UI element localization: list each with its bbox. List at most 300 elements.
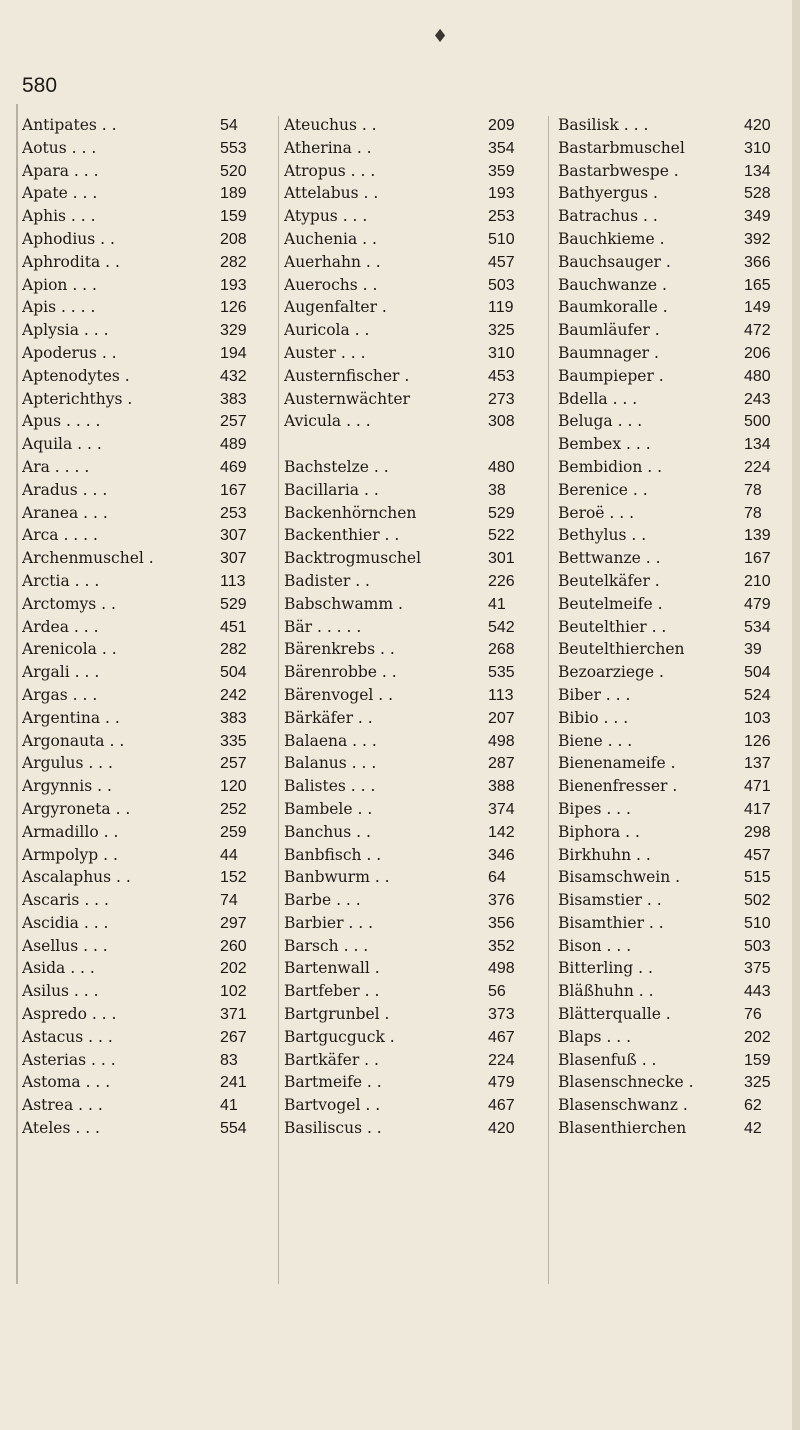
entry-name: Austernwächter (284, 389, 410, 408)
index-entry (558, 980, 784, 1003)
entry-name: Apion . . . (22, 275, 97, 294)
index-entry (22, 935, 270, 958)
index-entry (22, 821, 270, 844)
entry-name: Bathyergus . (558, 184, 658, 203)
entry-name: Baumpieper . (558, 366, 664, 385)
index-entry (284, 752, 538, 775)
entry-name: Bachstelze . . (284, 457, 389, 476)
entry-page: 268 (488, 641, 515, 659)
ink-mark: ♦ (432, 26, 449, 47)
index-entry (22, 296, 270, 319)
index-entry (284, 433, 538, 456)
entry-page: 78 (744, 504, 762, 522)
index-entry (558, 752, 784, 775)
index-entry (22, 798, 270, 821)
entry-page: 64 (488, 869, 506, 887)
entry-page: 503 (744, 937, 771, 955)
entry-name: Berenice . . (558, 480, 648, 499)
entry-name: Barsch . . . (284, 936, 369, 955)
index-entry (558, 957, 784, 980)
index-entry (22, 889, 270, 912)
index-entry (22, 342, 270, 365)
entry-name: Aranea . . . (22, 503, 108, 522)
entry-name: Baumkoralle . (558, 298, 668, 317)
entry-name: Babschwamm . (284, 594, 403, 613)
entry-page: 74 (220, 892, 238, 910)
entry-page: 224 (488, 1051, 515, 1069)
entry-name: Birkhuhn . . (558, 845, 651, 864)
entry-name: Bauchwanze . (558, 275, 667, 294)
entry-name: Asida . . . (22, 959, 95, 978)
entry-name: Bipes . . . (558, 799, 631, 818)
index-entry (558, 912, 784, 935)
entry-page: 207 (488, 709, 515, 727)
entry-name: Bär . . . . . (284, 617, 362, 636)
entry-name: Avicula . . . (284, 412, 371, 431)
entry-page: 119 (488, 299, 514, 317)
entry-page: 253 (488, 208, 515, 226)
entry-name: Blätterqualle . (558, 1005, 671, 1024)
entry-page: 44 (220, 846, 238, 864)
entry-page: 420 (488, 1120, 515, 1138)
entry-name: Aphrodita . . (22, 252, 120, 271)
entry-page: 137 (744, 755, 771, 773)
entry-page: 159 (220, 208, 247, 226)
index-entry (558, 182, 784, 205)
index-entry (22, 1003, 270, 1026)
index-column-2 (284, 114, 538, 1140)
entry-page: 134 (744, 436, 771, 454)
entry-name: Bisamstier . . (558, 891, 662, 910)
entry-page: 56 (488, 983, 506, 1001)
entry-page: 480 (744, 367, 771, 385)
index-entry (284, 547, 538, 570)
entry-name: Apara . . . (22, 161, 99, 180)
entry-name: Biene . . . (558, 731, 633, 750)
entry-name: Asilus . . . (22, 982, 99, 1001)
entry-name: Astacus . . . (22, 1027, 113, 1046)
entry-page: 457 (744, 846, 771, 864)
entry-page: 152 (220, 869, 247, 887)
index-entry (558, 638, 784, 661)
entry-page: 165 (744, 276, 771, 294)
page-number: 580 (22, 74, 58, 97)
entry-name: Beutelmeife . (558, 594, 663, 613)
entry-name: Apis . . . . (22, 298, 96, 317)
index-entry (22, 205, 270, 228)
index-entry (284, 502, 538, 525)
index-entry (558, 502, 784, 525)
index-entry (22, 251, 270, 274)
entry-page: 120 (220, 778, 247, 796)
entry-name: Antipates . . (22, 116, 117, 134)
index-entry (558, 616, 784, 639)
entry-page: 325 (488, 322, 515, 340)
entry-name: Bartfeber . . (284, 982, 380, 1001)
index-entry (22, 410, 270, 433)
entry-page: 39 (744, 641, 762, 659)
entry-page: 242 (220, 686, 247, 704)
binding-edge (16, 104, 18, 1284)
index-entry (558, 433, 784, 456)
entry-name: Auster . . . (284, 343, 366, 362)
index-entry (284, 844, 538, 867)
entry-page: 243 (744, 390, 771, 408)
entry-page: 522 (488, 527, 515, 545)
entry-name: Biphora . . (558, 822, 640, 841)
entry-page: 352 (488, 937, 515, 955)
entry-page: 103 (744, 709, 771, 727)
entry-page: 126 (220, 299, 247, 317)
entry-page: 498 (488, 960, 515, 978)
entry-name: Beutelthierchen (558, 640, 685, 659)
entry-page: 298 (744, 823, 771, 841)
index-entry (22, 479, 270, 502)
index-entry (558, 1094, 784, 1117)
page-edge (792, 0, 800, 1430)
index-entry (22, 319, 270, 342)
entry-name: Apoderus . . (22, 343, 117, 362)
entry-name: Atropus . . . (284, 161, 376, 180)
entry-page: 335 (220, 732, 247, 750)
index-entry (284, 205, 538, 228)
entry-page: 520 (220, 162, 247, 180)
index-entry (284, 137, 538, 160)
entry-name: Bärenrobbe . . (284, 663, 397, 682)
entry-page: 202 (220, 960, 247, 978)
entry-page: 375 (744, 960, 771, 978)
entry-page: 189 (220, 185, 247, 203)
entry-name: Armpolyp . . (22, 845, 118, 864)
entry-name: Bärkäfer . . (284, 708, 373, 727)
entry-name: Armadillo . . (22, 822, 119, 841)
entry-name: Banbwurm . . (284, 868, 390, 887)
index-entry (284, 228, 538, 251)
entry-name: Ascaris . . . (22, 891, 109, 910)
entry-page: 209 (488, 117, 515, 134)
index-column-1 (22, 114, 270, 1140)
entry-name: Barbier . . . (284, 913, 374, 932)
entry-page: 282 (220, 253, 247, 271)
index-entry (284, 912, 538, 935)
entry-name: Ateuchus . . (284, 116, 377, 134)
index-entry (558, 684, 784, 707)
index-entry (284, 296, 538, 319)
entry-page: 542 (488, 618, 515, 636)
entry-name: Blasenthierchen (558, 1119, 687, 1138)
entry-page: 469 (220, 458, 247, 476)
entry-name: Bauchsauger . (558, 252, 671, 271)
entry-page: 260 (220, 937, 247, 955)
index-entry (558, 866, 784, 889)
index-entry (558, 365, 784, 388)
entry-name: Arctomys . . (22, 594, 116, 613)
entry-page: 273 (488, 390, 515, 408)
index-entry (558, 410, 784, 433)
entry-name: Aptenodytes . (22, 366, 130, 385)
index-column-3 (558, 114, 784, 1140)
index-entry (22, 866, 270, 889)
entry-page: 376 (488, 892, 515, 910)
index-entry (22, 456, 270, 479)
entry-page: 202 (744, 1028, 771, 1046)
entry-page: 432 (220, 367, 247, 385)
index-entry (22, 684, 270, 707)
index-entry (284, 342, 538, 365)
index-entry (22, 137, 270, 160)
index-entry (284, 1049, 538, 1072)
entry-name: Aradus . . . (22, 480, 108, 499)
entry-name: Batrachus . . (558, 207, 658, 226)
index-entry (558, 524, 784, 547)
entry-name: Bartenwall . (284, 959, 380, 978)
entry-name: Argyroneta . . (22, 799, 131, 818)
entry-name: Arca . . . . (22, 526, 98, 545)
entry-page: 467 (488, 1028, 515, 1046)
entry-page: 392 (744, 230, 771, 248)
entry-name: Balaena . . . (284, 731, 377, 750)
index-entry (284, 319, 538, 342)
entry-name: Beutelthier . . (558, 617, 667, 636)
entry-page: 267 (220, 1028, 247, 1046)
entry-name: Ateles . . . (22, 1119, 100, 1138)
index-entry (22, 228, 270, 251)
index-entry (22, 616, 270, 639)
index-entry (22, 1049, 270, 1072)
index-entry (22, 844, 270, 867)
index-entry (284, 160, 538, 183)
entry-name: Badister . . (284, 571, 370, 590)
column-divider-1 (278, 116, 279, 1284)
entry-page: 534 (744, 618, 771, 636)
index-entry (558, 319, 784, 342)
entry-name: Asterias . . . (22, 1050, 116, 1069)
index-entry (284, 1094, 538, 1117)
index-entry (22, 547, 270, 570)
entry-name: Ascalaphus . . (22, 868, 131, 887)
entry-name: Aspredo . . . (22, 1005, 117, 1024)
entry-page: 206 (744, 344, 771, 362)
entry-page: 149 (744, 299, 771, 317)
entry-page: 453 (488, 367, 515, 385)
index-entry (558, 935, 784, 958)
entry-page: 308 (488, 413, 515, 431)
entry-page: 194 (220, 344, 247, 362)
index-entry (558, 388, 784, 411)
entry-name: Bartvogel . . (284, 1096, 381, 1115)
entry-page: 102 (220, 983, 247, 1001)
entry-page: 498 (488, 732, 515, 750)
index-entry (22, 707, 270, 730)
index-entry (558, 160, 784, 183)
entry-name: Bisamschwein . (558, 868, 681, 887)
index-entry (558, 1071, 784, 1094)
index-entry (558, 707, 784, 730)
entry-name: Blasenschwanz . (558, 1096, 688, 1115)
index-entry (558, 251, 784, 274)
index-entry (558, 479, 784, 502)
index-entry (284, 1003, 538, 1026)
entry-page: 41 (488, 595, 506, 613)
entry-name: Barbe . . . (284, 891, 361, 910)
index-entry (284, 456, 538, 479)
entry-name: Augenfalter . (284, 298, 387, 317)
index-entry (22, 1026, 270, 1049)
entry-name: Bacillaria . . (284, 480, 379, 499)
index-entry (284, 661, 538, 684)
entry-page: 126 (744, 732, 771, 750)
entry-name: Auricola . . (284, 321, 370, 340)
index-entry (284, 570, 538, 593)
entry-page: 467 (488, 1097, 515, 1115)
entry-page: 226 (488, 572, 515, 590)
entry-name: Argulus . . . (22, 754, 113, 773)
entry-page: 257 (220, 755, 247, 773)
entry-name: Backenhörnchen (284, 503, 417, 522)
index-entry (22, 433, 270, 456)
index-entry (22, 1071, 270, 1094)
entry-name: Ascidia . . . (22, 913, 109, 932)
entry-name: Bärenvogel . . (284, 685, 394, 704)
entry-name: Bisamthier . . (558, 913, 664, 932)
entry-name: Auerochs . . (284, 275, 378, 294)
entry-name: Austernfischer . (284, 366, 410, 385)
index-entry (558, 114, 784, 137)
index-entry (284, 707, 538, 730)
entry-name: Bläßhuhn . . (558, 982, 654, 1001)
entry-name: Bitterling . . (558, 959, 653, 978)
index-entry (284, 730, 538, 753)
entry-name: Bambele . . (284, 799, 373, 818)
entry-page: 139 (744, 527, 771, 545)
entry-name: Bettwanze . . (558, 549, 661, 568)
entry-name: Baumnager . (558, 343, 659, 362)
entry-page: 38 (488, 481, 506, 499)
entry-page: 159 (744, 1051, 771, 1069)
entry-page: 297 (220, 914, 247, 932)
entry-name: Ara . . . . (22, 457, 90, 476)
entry-name: Banchus . . (284, 822, 371, 841)
index-entry (284, 866, 538, 889)
entry-page: 529 (488, 504, 515, 522)
entry-page: 310 (744, 139, 771, 157)
entry-page: 307 (220, 550, 247, 568)
entry-name: Argentina . . (22, 708, 120, 727)
entry-page: 371 (220, 1006, 247, 1024)
entry-name: Aplysia . . . (22, 321, 109, 340)
index-entry (558, 228, 784, 251)
index-entry (558, 821, 784, 844)
index-entry (22, 957, 270, 980)
index-entry (284, 1026, 538, 1049)
entry-name: Asellus . . . (22, 936, 108, 955)
entry-name: Banbfisch . . (284, 845, 382, 864)
entry-page: 417 (744, 800, 771, 818)
entry-name: Auerhahn . . (284, 252, 381, 271)
entry-page: 76 (744, 1006, 762, 1024)
entry-page: 224 (744, 458, 771, 476)
index-entry (284, 593, 538, 616)
entry-name: Bienenfresser . (558, 777, 678, 796)
entry-name: Backenthier . . (284, 526, 400, 545)
index-entry (284, 365, 538, 388)
entry-name: Balanus . . . (284, 754, 377, 773)
index-entry (22, 1117, 270, 1140)
index-entry (558, 775, 784, 798)
entry-name: Aquila . . . (22, 435, 102, 454)
entry-page: 310 (488, 344, 515, 362)
entry-page: 554 (220, 1120, 247, 1138)
index-entry (558, 593, 784, 616)
index-entry (22, 160, 270, 183)
index-entry (284, 182, 538, 205)
entry-name: Arenicola . . (22, 640, 117, 659)
index-entry (22, 752, 270, 775)
index-entry (284, 388, 538, 411)
entry-name: Astoma . . . (22, 1073, 111, 1092)
entry-name: Baumläufer . (558, 321, 660, 340)
index-entry (22, 524, 270, 547)
entry-page: 259 (220, 823, 247, 841)
entry-page: 41 (220, 1097, 238, 1115)
index-entry (558, 570, 784, 593)
index-entry (558, 456, 784, 479)
entry-name: Auchenia . . (284, 229, 377, 248)
index-entry (284, 889, 538, 912)
entry-name: Bauchkieme . (558, 229, 665, 248)
index-entry (558, 1117, 784, 1140)
entry-page: 356 (488, 914, 515, 932)
entry-name: Balistes . . . (284, 777, 376, 796)
entry-page: 134 (744, 162, 771, 180)
index-entry (558, 730, 784, 753)
entry-page: 354 (488, 139, 515, 157)
entry-name: Backtrogmuschel (284, 549, 422, 568)
entry-page: 142 (488, 823, 515, 841)
entry-name: Blasenschnecke . (558, 1073, 694, 1092)
entry-page: 62 (744, 1097, 762, 1115)
entry-name: Bethylus . . (558, 526, 647, 545)
entry-name: Bärenkrebs . . (284, 640, 395, 659)
index-entry (284, 775, 538, 798)
entry-name: Apus . . . . (22, 412, 101, 431)
entry-page: 524 (744, 686, 771, 704)
index-entry (22, 730, 270, 753)
entry-name: Apate . . . (22, 184, 98, 203)
entry-page: 529 (220, 595, 247, 613)
index-entry (22, 1094, 270, 1117)
index-entry (284, 935, 538, 958)
entry-page: 471 (744, 778, 771, 796)
entry-name: Bienenameife . (558, 754, 676, 773)
index-entry (558, 1049, 784, 1072)
entry-page: 325 (744, 1074, 771, 1092)
index-entry (284, 251, 538, 274)
entry-page: 193 (220, 276, 247, 294)
entry-page: 329 (220, 322, 247, 340)
entry-name: Atypus . . . (284, 207, 368, 226)
entry-page: 553 (220, 139, 247, 157)
entry-name: Basiliscus . . (284, 1119, 382, 1138)
entry-page: 535 (488, 664, 515, 682)
entry-name: Biber . . . (558, 685, 631, 704)
entry-page: 307 (220, 527, 247, 545)
index-entry (558, 342, 784, 365)
index-entry (558, 1026, 784, 1049)
entry-page: 443 (744, 983, 771, 1001)
entry-name: Basilisk . . . (558, 116, 649, 134)
entry-page: 167 (744, 550, 771, 568)
